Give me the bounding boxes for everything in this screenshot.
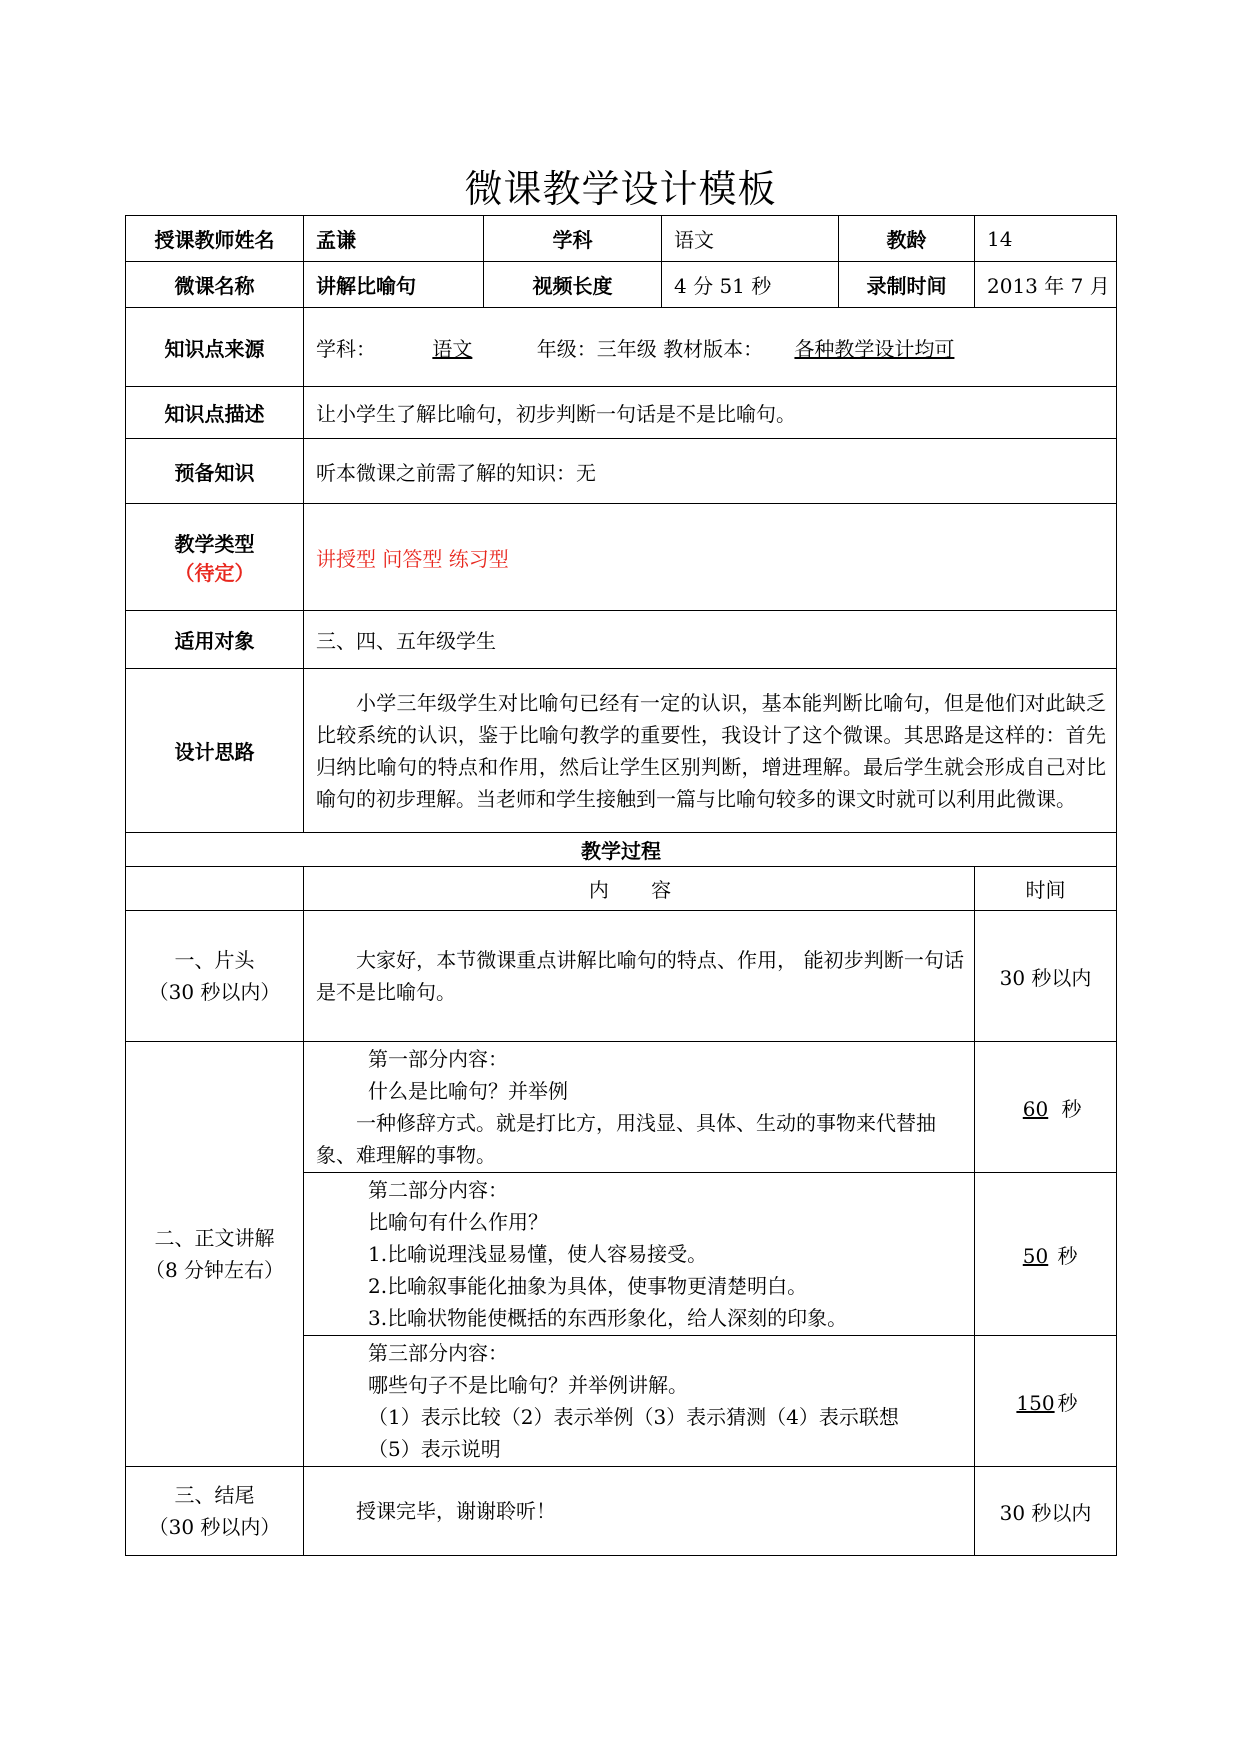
body-part-2-time <box>975 1173 1117 1336</box>
subject-value: 语文 <box>662 216 839 262</box>
info-row-1 <box>126 216 1117 262</box>
opening-text: 大家好，本节微课重点讲解比喻句的特点、作用， 能初步判断一句话是不是比喻句。 <box>304 911 975 1042</box>
design-label: 设计思路 <box>126 669 304 833</box>
teaching-age-label: 教龄 <box>839 216 975 262</box>
content-header: 内 容 <box>304 867 975 911</box>
opening-section <box>126 911 304 1042</box>
body-part-3-content <box>304 1336 975 1467</box>
teaching-type-label <box>126 504 304 611</box>
body-part-1-line: 第一部分内容： <box>368 1047 508 1071</box>
source-subject-prefix: 学科： <box>316 336 376 361</box>
teacher-value: 孟谦 <box>304 216 484 262</box>
body-part-3-line: （1）表示比较（2）表示举例（3）表示猜测（4）表示联想 <box>368 1405 899 1429</box>
body-part-2-line: 第二部分内容： <box>368 1178 508 1202</box>
body-part-3-time <box>975 1336 1117 1467</box>
body-part-2-content <box>304 1173 975 1336</box>
prior-knowledge-row <box>126 439 1117 504</box>
body-part-1-time-unit: 秒 <box>1061 1096 1082 1121</box>
ending-name: 三、结尾 <box>174 1483 255 1507</box>
lesson-design-table <box>125 215 1117 1556</box>
teaching-type-row <box>126 504 1117 611</box>
body-part-2-line: 3.比喻状物能使概括的东西形象化，给人深刻的印象。 <box>368 1306 848 1330</box>
course-name-label: 微课名称 <box>126 262 304 308</box>
body-section <box>126 1042 304 1467</box>
body-part-1-line: 什么是比喻句？并举例 <box>368 1079 568 1103</box>
info-row-2 <box>126 262 1117 308</box>
teaching-type-pending: （待定） <box>174 561 255 585</box>
body-part-2-time-unit: 秒 <box>1057 1243 1078 1268</box>
body-part-3-time-value: 150 <box>1016 1390 1055 1415</box>
opening-time: 30 秒以内 <box>975 911 1117 1042</box>
opening-duration: （30 秒以内） <box>148 980 281 1004</box>
time-header: 时间 <box>975 867 1117 911</box>
process-header-blank <box>126 867 304 911</box>
body-part-2-line: 比喻句有什么作用？ <box>368 1210 548 1234</box>
source-grade-text: 年级：三年级 教材版本： <box>536 336 764 361</box>
ending-time: 30 秒以内 <box>975 1467 1117 1556</box>
source-value <box>304 308 1117 387</box>
page-title: 微课教学设计模板 <box>464 167 777 211</box>
audience-text: 三、四、五年级学生 <box>304 611 1117 669</box>
body-part-3-line: 哪些句子不是比喻句？并举例讲解。 <box>368 1373 688 1397</box>
process-title: 教学过程 <box>126 833 1117 867</box>
body-part-2-line: 2.比喻叙事能化抽象为具体，使事物更清楚明白。 <box>368 1274 808 1298</box>
source-row <box>126 308 1117 387</box>
body-part-2-line: 1.比喻说理浅显易懂，使人容易接受。 <box>368 1242 708 1266</box>
ending-section <box>126 1467 304 1556</box>
ending-row <box>126 1467 1117 1556</box>
video-length-label: 视频长度 <box>484 262 662 308</box>
design-row <box>126 669 1117 833</box>
record-time-value: 2013 年 7 月 <box>975 262 1117 308</box>
opening-name: 一、片头 <box>174 948 255 972</box>
body-part-3-line: （5）表示说明 <box>368 1437 501 1461</box>
body-part-1-time <box>975 1042 1117 1173</box>
audience-label: 适用对象 <box>126 611 304 669</box>
body-part-3-time-unit: 秒 <box>1057 1390 1078 1415</box>
teaching-age-value: 14 <box>975 216 1117 262</box>
description-label: 知识点描述 <box>126 387 304 439</box>
teaching-type-text: 讲授型 问答型 练习型 <box>304 504 1117 611</box>
description-row <box>126 387 1117 439</box>
source-edition-value: 各种教学设计均可 <box>794 336 955 361</box>
body-part-2-time-value: 50 <box>1022 1243 1049 1268</box>
description-text: 让小学生了解比喻句，初步判断一句话是不是比喻句。 <box>304 387 1117 439</box>
course-name-value: 讲解比喻句 <box>304 262 484 308</box>
body-part-1-para: 一种修辞方式。就是打比方，用浅显、具体、生动的事物来代替抽象、难理解的事物。 <box>316 1111 936 1167</box>
ending-duration: （30 秒以内） <box>148 1515 281 1539</box>
ending-text: 授课完毕，谢谢聆听！ <box>304 1467 975 1556</box>
source-subject-value: 语文 <box>432 336 473 361</box>
process-title-row <box>126 833 1117 867</box>
body-name: 二、正文讲解 <box>154 1226 275 1250</box>
body-part-1-content <box>304 1042 975 1173</box>
design-text: 小学三年级学生对比喻句已经有一定的认识，基本能判断比喻句，但是他们对此缺乏比较系统的认识，鉴于比喻句教学的重要性，我设计了这个微课。其思路是这样的：首先归纳比喻句的特点和作用，然后让学生区别判断，增进理解。最后学生就会形成自己对比喻句的初步理解。当老师和学生接触到一篇与比喻句较多的课文时就可以利用此微课。 <box>304 669 1117 833</box>
teaching-type-title: 教学类型 <box>174 532 255 556</box>
body-part-1-time-value: 60 <box>1022 1096 1049 1121</box>
subject-label: 学科 <box>484 216 662 262</box>
body-duration: （8 分钟左右） <box>144 1258 285 1282</box>
prior-knowledge-text: 听本微课之前需了解的知识：无 <box>304 439 1117 504</box>
opening-row <box>126 911 1117 1042</box>
record-time-label: 录制时间 <box>839 262 975 308</box>
prior-knowledge-label: 预备知识 <box>126 439 304 504</box>
audience-row <box>126 611 1117 669</box>
process-header-row <box>126 867 1117 911</box>
teacher-label: 授课教师姓名 <box>126 216 304 262</box>
source-label: 知识点来源 <box>126 308 304 387</box>
video-length-value: 4 分 51 秒 <box>662 262 839 308</box>
body-part-3-line: 第三部分内容： <box>368 1341 508 1365</box>
body-part-1-row <box>126 1042 1117 1173</box>
